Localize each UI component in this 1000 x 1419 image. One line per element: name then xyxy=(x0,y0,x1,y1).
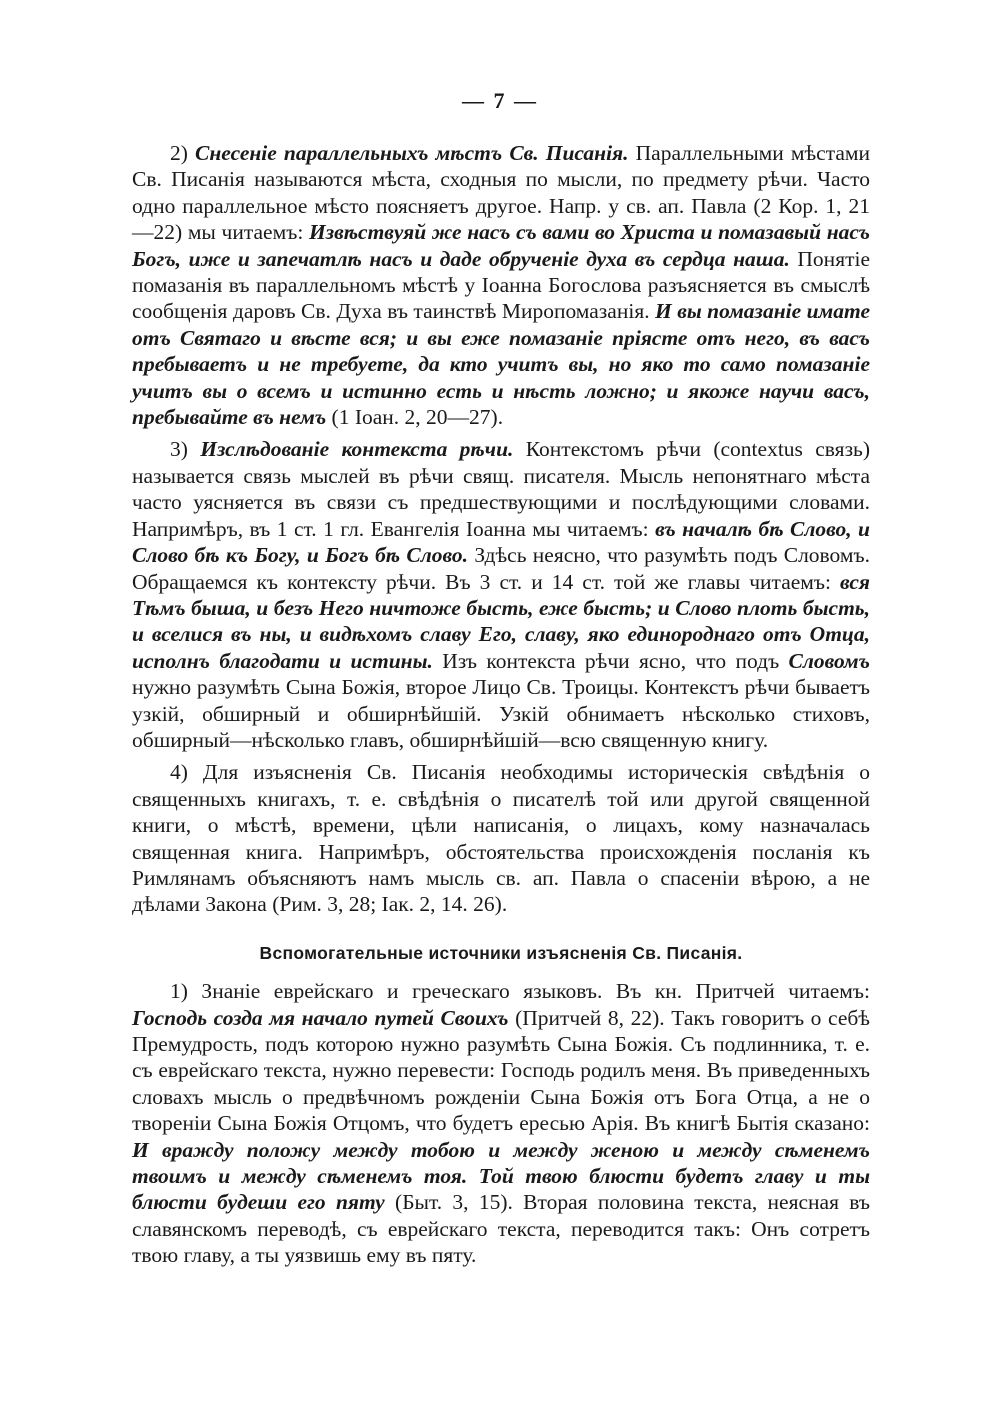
quote: вся Тѣмъ быша, и безъ Него ничтоже бысть, еже бысть; и Слово плоть бысть, и вселися въ ны, и видѣхомъ славу Его, славу, яко единороднаго отъ Отца, исполнъ благодати и истины. xyxy=(132,569,870,673)
text: Параллельными мѣстами Св. Писанія называются мѣста, сходныя по мысли, по предмету рѣчи. Часто одно параллельное мѣсто поясняетъ другое. Напр. у св. ап. Павла (2 Кор. 1, 21—22) мы читаемъ: xyxy=(132,141,871,245)
quote: Господь созда мя начало путей Своихъ xyxy=(132,1005,509,1030)
paragraph-historical-info: 4) Для изъясненія Св. Писанія необходимы историческія свѣдѣнія о священныхъ книгахъ, т. е. свѣдѣнія о писателѣ той или другой священной книги, о мѣстѣ, времени, цѣли написанія, о лицахъ, кому назначалась священная книга. Напримѣръ, обстоятельства происхожденія посланія къ Римлянамъ объясняютъ намъ мысль св. ап. Павла о спасеніи вѣрою, а не дѣлами Закона (Рим. 3, 28; Іак. 2, 14. 26). xyxy=(132,760,870,917)
text: 1) Знаніе еврейскаго и греческаго языковъ. Въ кн. Притчей читаемъ: xyxy=(170,979,870,1004)
paragraph-languages xyxy=(132,978,870,1268)
text: Контекстомъ рѣчи (contextus связь) называется связь мыслей въ рѣчи свящ. писателя. Мысль непонятнаго мѣста часто уясняется въ связи съ предшествующими и послѣдующими словами. Напримѣръ, въ 1 ст. 1 гл. Евангелія Іоанна мы читаемъ: xyxy=(132,437,871,541)
text: (Быт. 3, 15). Вторая половина текста, неясная въ славянскомъ переводѣ, съ еврейскаго текста, переводится такъ: Онъ сотретъ твою главу, а ты уязвишь ему въ пяту. xyxy=(132,1190,870,1268)
item-number: 3) xyxy=(170,437,188,462)
paragraph-context xyxy=(132,436,870,753)
text: Здѣсь неясно, что разумѣть подъ Словомъ. Обращаемся къ контексту рѣчи. Въ 3 ст. и 14 ст. той же главы читаемъ: xyxy=(132,543,870,594)
text: (Притчей 8, 22). Такъ говоритъ о себѣ Премудрость, подъ которою нужно разумѣть Сына Божія. Съ подлинника, т. е. съ еврейскаго текста, нужно перевести: Господь родилъ меня. Въ приведенныхъ словахъ мысль о предвѣчномъ рожденіи Сына Божія отъ Бога Отца, а не о твореніи Сына Божія Отцомъ, что будетъ ересью Арія. Въ книгѣ Бытія сказано: xyxy=(132,1005,870,1136)
quote: Извѣствуяй же насъ съ вами во Христа и помазавый насъ Богъ, иже и запечатлѣ насъ и даде обрученіе духа въ сердца наша. xyxy=(132,220,870,271)
quote: въ началѣ бѣ Слово, и Слово бѣ къ Богу, и Богъ бѣ Слово. xyxy=(132,516,870,568)
text: Изъ контекста рѣчи ясно, что подъ xyxy=(442,648,780,673)
text: нужно разумѣть Сына Божія, второе Лицо Св. Троицы. Контекстъ рѣчи бываетъ узкій, обширный и обширнѣйшій. Узкій обнимаетъ нѣсколько стиховъ, обширный—нѣсколько главъ, обширнѣйшій—всю священную книгу. xyxy=(132,675,870,752)
quote: Словомъ xyxy=(788,648,870,673)
item-number: 2) xyxy=(170,141,188,165)
section-title: Изслѣдованіе контекста рѣчи. xyxy=(200,437,514,462)
text: Понятіе помазанія въ параллельномъ мѣстѣ у Іоанна Богослова разъясняется въ смыслѣ сообщенія даровъ Св. Духа въ таинствѣ Миропомазанія. xyxy=(132,246,870,324)
page-number: — 7 — xyxy=(462,88,538,113)
quote: И вы помазаніе имате отъ Святаго и вѣсте вся; и вы еже помазаніе пріясте отъ него, въ васъ пребываетъ и не требуете, да кто учитъ вы, но яко то само помазаніе учитъ вы о всемъ и истинно есть и нѣсть ложно; и якоже научи васъ, пребывайте въ немъ xyxy=(132,299,871,430)
body-text xyxy=(132,140,870,1269)
citation: (1 Іоан. 2, 20—27). xyxy=(331,405,504,430)
quote: И вражду положу между тобою и между женою и между сѣменемъ твоимъ и между сѣменемъ тоя. Той твою блюсти будетъ главу и ты блюсти будеши его пяту xyxy=(132,1137,870,1215)
section-heading: Вспомогательные источники изъясненія Св. Писанія. xyxy=(259,942,743,963)
paragraph-parallel-passages xyxy=(132,140,870,430)
section-title: Снесеніе параллельныхъ мѣстъ Св. Писанія. xyxy=(195,141,629,165)
